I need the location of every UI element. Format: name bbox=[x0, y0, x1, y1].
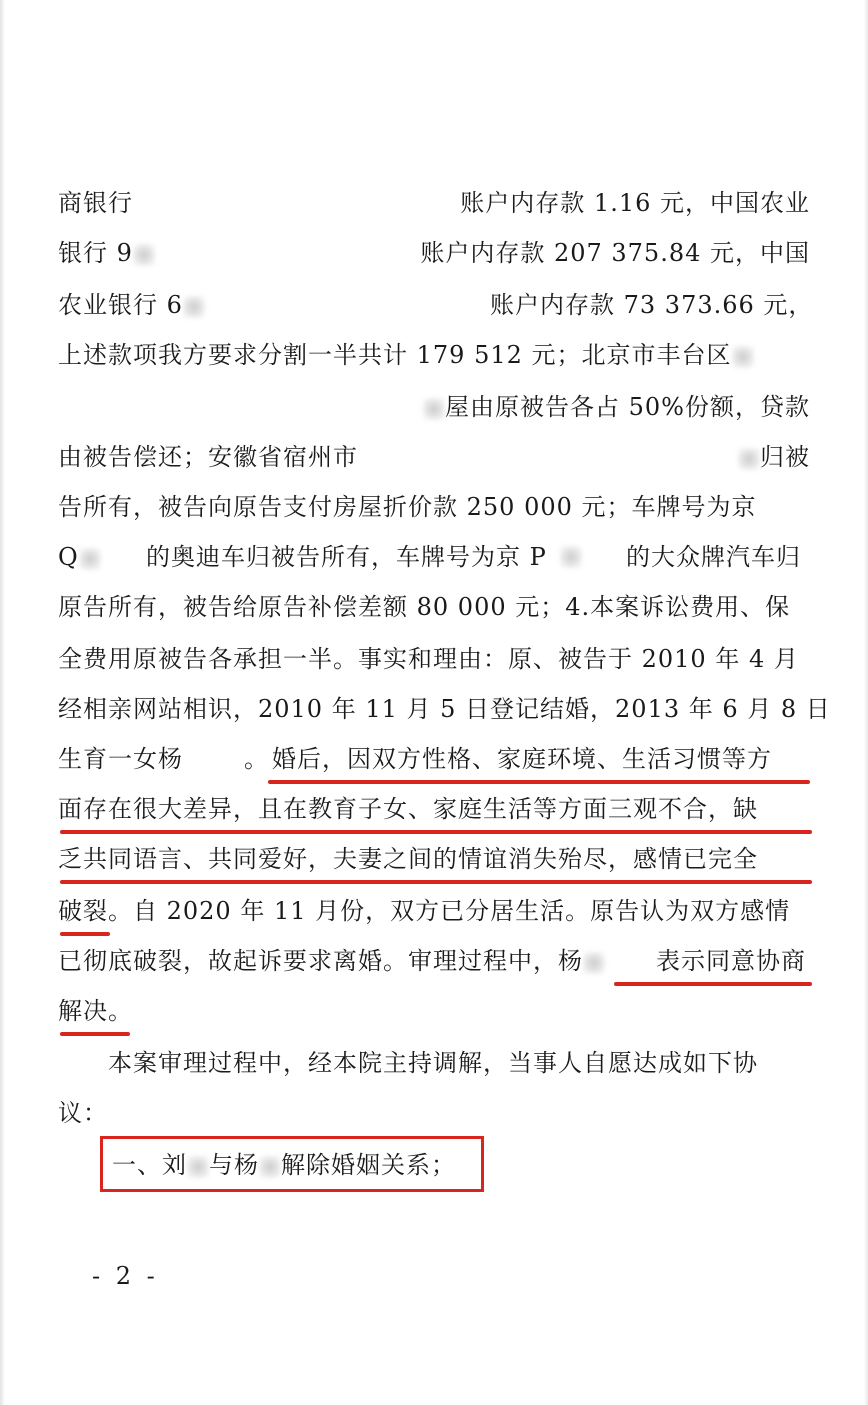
text-segment: 解除婚姻关系； bbox=[281, 1151, 456, 1179]
doc-line bbox=[58, 994, 810, 1028]
highlighted-text: 破裂 bbox=[58, 897, 108, 925]
doc-line bbox=[58, 742, 810, 776]
highlighted-text: 解决 bbox=[58, 997, 108, 1025]
red-underline bbox=[60, 880, 812, 884]
page-shadow-left bbox=[0, 0, 5, 1405]
highlighted-text: 乏共同语言、共同爱好，夫妻之间的情谊消失殆尽，感情已完全 bbox=[58, 845, 758, 873]
text-segment: 已彻底破裂，故起诉要求离婚。审理过程中，杨 bbox=[58, 947, 583, 975]
text-segment: 一、刘 bbox=[112, 1151, 187, 1179]
text-segment: 的奥迪车归被告所有，车牌号为京 P bbox=[146, 543, 547, 571]
text-group bbox=[423, 390, 810, 424]
red-underline bbox=[60, 932, 110, 936]
doc-line bbox=[58, 1096, 810, 1130]
text-group bbox=[738, 440, 810, 474]
text-segment: 账户内存款 1.16 元，中国农业 bbox=[460, 189, 810, 217]
text-segment: Q bbox=[58, 543, 79, 571]
text-segment: 本案审理过程中，经本院主持调解，当事人自愿达成如下协 bbox=[108, 1049, 758, 1077]
redaction-blur bbox=[738, 448, 760, 470]
text-group bbox=[58, 236, 155, 270]
text-segment: 银行 9 bbox=[58, 239, 133, 267]
text-segment: 账户内存款 207 375.84 元，中国 bbox=[420, 239, 810, 267]
doc-line bbox=[58, 642, 810, 676]
text-segment: 归被 bbox=[760, 443, 810, 471]
text-segment: 告所有，被告向原告支付房屋折价款 250 000 元；车牌号为京 bbox=[58, 493, 757, 521]
text-segment: 原告所有，被告给原告补偿差额 80 000 元；4.本案诉讼费用、保 bbox=[58, 593, 791, 621]
doc-line bbox=[58, 186, 810, 220]
redaction-blur bbox=[133, 244, 155, 266]
doc-line bbox=[58, 792, 810, 826]
doc-line bbox=[58, 842, 810, 876]
text-segment: 。自 2020 年 11 月份，双方已分居生活。原告认为双方感情 bbox=[108, 897, 791, 925]
red-underline bbox=[60, 1032, 130, 1036]
doc-line bbox=[58, 440, 810, 474]
redaction-blur bbox=[187, 1156, 209, 1178]
text-segment: 由被告偿还；安徽省宿州市 bbox=[58, 443, 358, 471]
text-segment: 上述款项我方要求分割一半共计 179 512 元；北京市丰台区 bbox=[58, 341, 732, 369]
text-segment: 经相亲网站相识，2010 年 11 月 5 日登记结婚，2013 年 6 月 8 日 bbox=[58, 695, 831, 723]
red-underline bbox=[268, 780, 810, 784]
highlighted-text: 面存在很大差异，且在教育子女、家庭生活等方面三观不合，缺 bbox=[58, 795, 758, 823]
redaction-blur bbox=[560, 546, 582, 568]
doc-line bbox=[58, 944, 810, 978]
redaction-blur bbox=[79, 548, 101, 570]
redaction-blur bbox=[183, 296, 205, 318]
text-segment: 商银行 bbox=[58, 189, 133, 217]
doc-line bbox=[108, 1046, 812, 1080]
redaction-blur bbox=[259, 1156, 281, 1178]
doc-line bbox=[58, 236, 810, 270]
redaction-blur bbox=[423, 398, 445, 420]
text-segment: 与杨 bbox=[209, 1151, 259, 1179]
text-segment: 生育一女杨 bbox=[58, 745, 183, 773]
page-shadow-right bbox=[864, 0, 868, 1405]
text-segment: 农业银行 6 bbox=[58, 291, 183, 319]
page-number: - 2 - bbox=[92, 1262, 159, 1290]
highlighted-text: 表示同意协商 bbox=[656, 947, 806, 975]
text-segment: 。 bbox=[244, 745, 269, 773]
doc-line bbox=[58, 692, 831, 726]
doc-line bbox=[58, 288, 814, 322]
text-segment: 的大众牌汽车归 bbox=[626, 543, 801, 571]
text-group bbox=[58, 291, 205, 319]
doc-line bbox=[58, 338, 810, 372]
doc-line bbox=[58, 590, 810, 624]
doc-line bbox=[58, 894, 810, 928]
doc-line bbox=[112, 1148, 480, 1182]
text-segment: 议： bbox=[58, 1099, 108, 1127]
text-segment: 全费用原被告各承担一半。事实和理由：原、被告于 2010 年 4 月 bbox=[58, 645, 799, 673]
red-underline bbox=[60, 830, 812, 834]
highlighted-text: 婚后，因双方性格、家庭环境、生活习惯等方 bbox=[272, 745, 772, 773]
doc-line bbox=[58, 390, 810, 424]
text-segment: 账户内存款 73 373.66 元， bbox=[490, 291, 814, 319]
redaction-blur bbox=[583, 952, 605, 974]
text-segment: 。 bbox=[108, 997, 133, 1025]
red-underline bbox=[614, 982, 812, 986]
doc-line bbox=[58, 490, 810, 524]
text-segment: 屋由原被告各占 50%份额，贷款 bbox=[445, 393, 810, 421]
redaction-blur bbox=[732, 346, 754, 368]
doc-line bbox=[58, 540, 810, 574]
